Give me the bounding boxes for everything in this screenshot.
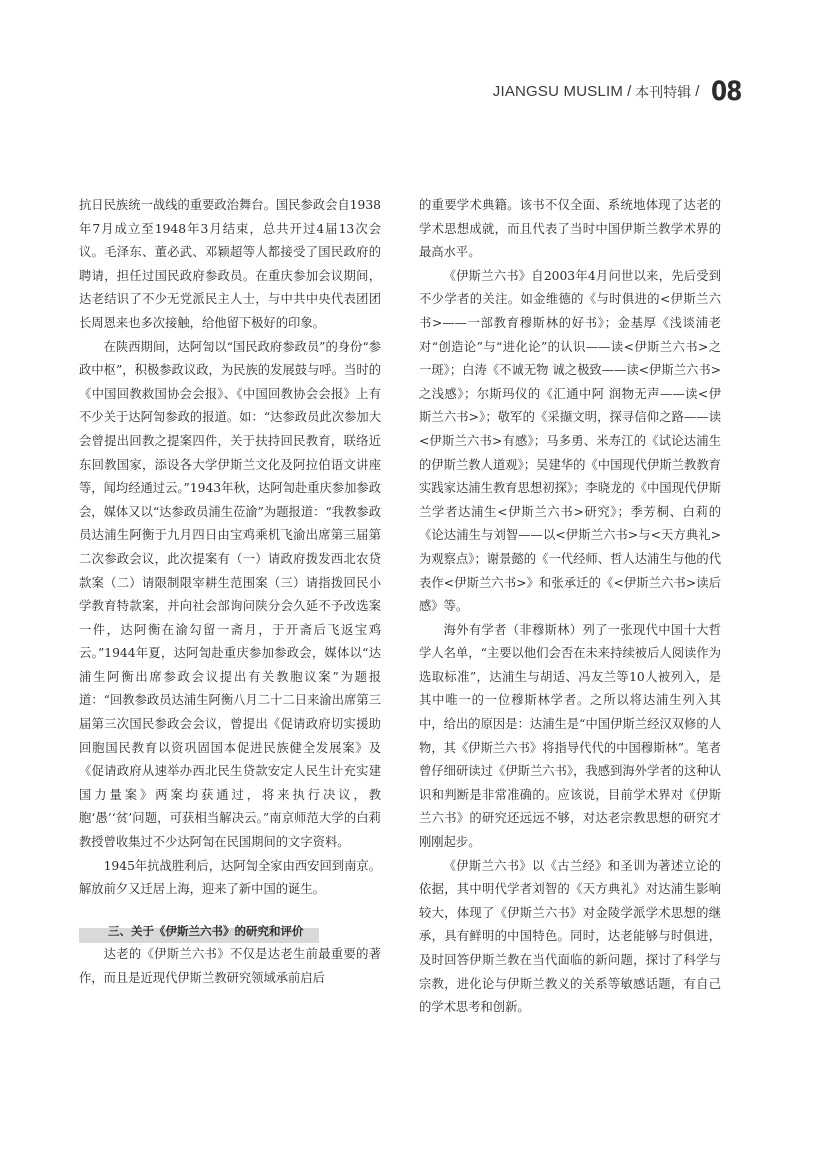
left-column: [79, 194, 381, 991]
magazine-name: JIANGSU MUSLIM: [492, 83, 624, 100]
header-separator: /: [627, 83, 632, 100]
page-number: 08: [711, 76, 743, 107]
right-paragraph-4: 《伊斯兰六书》以《古兰经》和圣训为著述立论的依据，其中明代学者刘智的《天方典礼》对达浦生影响较大，体现了《伊斯兰六书》对金陵学派学术思想的继承，具有鲜明的中国特色。同时，达老能够与时俱进，及时回答伊斯兰教在当代面临的新问题，探讨了科学与宗教，进化论与伊斯兰教义的关系等敏感话题，有自己的学术思考和创新。: [419, 858, 721, 1015]
running-header: [493, 76, 747, 107]
right-paragraph-2: 《伊斯兰六书》自2003年4月问世以来，先后受到不少学者的关注。如金维德的《与时俱进的<伊斯兰六书>——一部教育穆斯林的好书》；金基厚《浅谈浦老对“创造论”与“进化论”的认识——读<伊斯兰六书>之一斑》；白涛《不诚无物 诚之极致——读<伊斯兰六书>之浅感》；尔斯玛仪的《汇通中阿 润物无声——读<伊斯兰六书>》；敬军的《采撷文明，探寻信仰之路——读<伊斯兰六书>有感》；马多勇、米寿江的《试论达浦生的伊斯兰教人道观》；吴建华的《中国现代伊斯兰教教育实践家达浦生教育思想初探》；李晓龙的《中国现代伊斯兰学者达浦生<伊斯兰六书>研究》；季芳桐、白莉的《论达浦生与刘智——以<伊斯兰六书>与<天方典礼>为观察点》；谢景懿的《一代经师、哲人达浦生与他的代表作<伊斯兰六书>》和张承迁的《<伊斯兰六书>读后感》等。: [419, 268, 721, 614]
left-paragraph-1: 抗日民族统一战线的重要政治舞台。国民参政会自1938年7月成立至1948年3月结束，总共开过4届13次会议。毛泽东、董必武、邓颖超等人都接受了国民政府的聘请，担任过国民政府参政员。在重庆参加会议期间，达老结识了不少无党派民主人士，与中共中央代表团团长周恩来也多次接触，给他留下极好的印象。: [79, 198, 381, 330]
header-separator-2: /: [695, 83, 700, 100]
right-paragraph-3: 海外有学者（非穆斯林）列了一张现代中国十大哲学人名单，“主要以他们会否在未来持续被后人阅读作为选取标准”，达浦生与胡适、冯友兰等10人被列入，是其中唯一的一位穆斯林学者。之所以将达浦生列入其中，给出的原因是：达浦生是“中国伊斯兰经汉双修的人物，其《伊斯兰六书》将指导代代的中国穆斯林”。笔者曾仔细研读过《伊斯兰六书》，我感到海外学者的这种认识和判断是非常准确的。应该说，目前学术界对《伊斯兰六书》的研究还远远不够，对达老宗教思想的研究才刚刚起步。: [419, 622, 721, 850]
right-paragraph-1: 的重要学术典籍。该书不仅全面、系统地体现了达老的学术思想成就，而且代表了当时中国伊斯兰教学术界的最高水平。: [419, 198, 721, 260]
left-paragraph-4: 达老的《伊斯兰六书》不仅是达老生前最重要的著作，而且是近现代伊斯兰教研究领域承前启后: [79, 947, 381, 985]
left-paragraph-2: 在陕西期间，达阿訇以“国民政府参政员”的身份“参政中枢”，积极参政议政，为民族的发展鼓与呼。当时的《中国回教救国协会会报》、《中国回教协会会报》上有不少关于达阿訇参政的报道。如：“达参政员此次参加大会曾提出回教之提案四件，关于扶持回民教育，联络近东回教国家，添设各大学伊斯兰文化及阿拉伯语文讲座等，闻均经通过云。”1943年秋，达阿訇赴重庆参加参政会，媒体又以“达参政员浦生莅渝”为题报道：“我教参政员达浦生阿衡于九月四日由宝鸡乘机飞渝出席第三届第二次参政会议，此次提案有（一）请政府拨发西北农贷款案（二）请限制限宰耕生范围案（三）请指拨回民小学教育特款案，并向社会部询问陕分会久延不予改选案一件，达阿衡在渝勾留一斋月，于开斋后飞返宝鸡云。”1944年夏，达阿訇赴重庆参加参政会，媒体以“达浦生阿衡出席参政会议提出有关教胞议案”为题报道：“回教参政员达浦生阿衡八月二十二日来渝出席第三届第三次国民参政会会议，曾提出《促请政府切实援助回胞国民教育以资巩固国本促进民族健全发展案》及《促请政府从速举办西北民生贷款安定人民生计充实建国力量案》两案均获通过，将来执行决议，教胞‘愚’‘贫’问题，可获相当解决云。”南京师范大学的白莉教授曾收集过不少达阿訇在民国期间的文字资料。: [79, 339, 381, 850]
right-column: [419, 194, 721, 1020]
section-name: 本刊特辑: [635, 83, 692, 100]
left-paragraph-3: 1945年抗战胜利后，达阿訇全家由西安回到南京。解放前夕又迁居上海，迎来了新中国的诞生。: [79, 858, 381, 897]
section-heading: 三、关于《伊斯兰六书》的研究和评价: [79, 920, 319, 944]
